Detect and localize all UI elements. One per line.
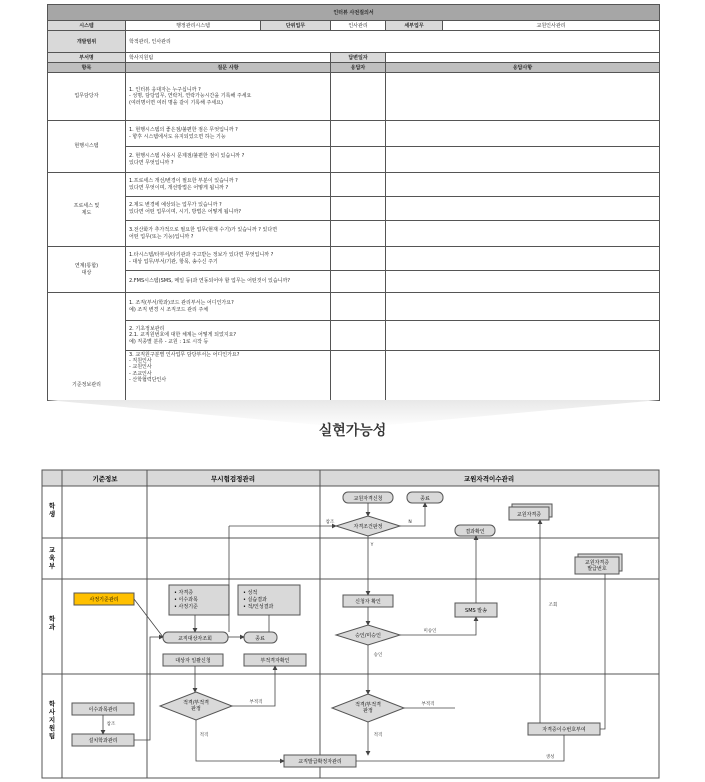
cert-label: 교원자격증 (516, 512, 542, 518)
end-label-2: 종료 (255, 636, 265, 642)
end-label-1: 종료 (420, 496, 430, 502)
answer-cell (386, 73, 660, 121)
item-cell: 연계(통합) 대상 (48, 247, 126, 293)
questionnaire-title: 인터뷰 사전질의서 (48, 5, 660, 21)
edge-label-view: 조회 (548, 603, 558, 608)
responder-cell (331, 321, 386, 351)
edge-label-ref2: 참조 (106, 722, 116, 727)
edge-label-unfit-2: 부적격 (421, 702, 435, 707)
system-label: 시스템 (48, 21, 126, 31)
responder-cell (331, 173, 386, 197)
apply-label: 교원자격신청 (353, 496, 383, 502)
grade-items-label: • 성적 • 실습결과 • 적/인성결과 (243, 590, 274, 610)
course-mgmt-label: 이수과목관리 (88, 707, 118, 713)
question-cell: 2. 기초정보관리 2.1. 교직원번호에 대한 체계는 어떻게 되었지요? 예) 직종별 분류 - 교원 : 1로 시작 등 (126, 321, 331, 351)
responder-cell (331, 247, 386, 271)
dept-mgmt-label: 설치학과관리 (88, 738, 118, 744)
question-cell: 1. 조직(부서/학과)코드 관리부서는 어디인가요? 예) 조직 변경 시 조직코드 관리 주체 (126, 293, 331, 321)
edge-label-create: 생성 (545, 755, 555, 760)
col-basic: 기준정보 (92, 475, 118, 483)
col-responder: 응답자 (331, 63, 386, 73)
question-cell: 1. 현행시스템의 좋은점/불편한 점은 무엇입니까 ? - 향후 시스템에서도 유지되었으면 하는 기능 (126, 121, 331, 147)
item-cell: 업무담당자 (48, 73, 126, 121)
question-cell: 1. 인터뷰 응대자는 누구십니까 ? - 성명, 담당업무, 연락처, 연락가능시간을 기록해 주세요 (여러명이면 여러 명을 같이 기록해 주세요) (126, 73, 331, 121)
check-result-label: 결과확인 (465, 529, 485, 535)
answer-cell (386, 271, 660, 293)
lane-dept: 학 과 (48, 615, 56, 631)
edge-label-unfit-1: 부적격 (249, 700, 263, 705)
lane-student: 학 생 (48, 502, 56, 518)
answer-date-label: 답변일자 (331, 53, 386, 63)
col-teacher: 교원자격이수관리 (463, 475, 515, 483)
answer-cell (386, 221, 660, 247)
target-select-label: 대상자 일괄신청 (175, 658, 211, 664)
scope-value: 학적관리, 인사관리 (126, 31, 660, 53)
lane-ministry: 교 육 부 (48, 546, 56, 570)
unit-task-label: 단위업무 (261, 21, 331, 31)
responder-cell (331, 221, 386, 247)
flowchart-header (42, 470, 659, 486)
col-question: 질문 사항 (126, 63, 331, 73)
target-view-label: 교직대상자조회 (178, 636, 212, 642)
col-exam: 무시험검정관리 (211, 475, 255, 483)
dept-label: 부서명 (48, 53, 126, 63)
edge-label-ref1: 참조 (325, 520, 335, 525)
feasibility-label: 실현가능성 (318, 423, 387, 439)
unfit-check-label: 부적격자확인 (260, 658, 290, 664)
confirm-label: 신청자 확인 (355, 599, 381, 605)
answer-cell (386, 321, 660, 351)
edge-label-fit-2: 적격 (373, 733, 383, 738)
review-mgmt-label: 사정기준관리 (89, 597, 119, 603)
question-cell: 3. 교직원구분별 인사업무 담당부서는 어디인가요? - 직원인사 - 교원인사 - 조교인사 - 산학협력단인사 (126, 351, 331, 401)
edge-label-unapproved: 미승인 (423, 629, 437, 634)
answer-cell (386, 197, 660, 221)
detail-task-label: 세부업무 (386, 21, 443, 31)
system-value: 행정관리시스템 (126, 21, 261, 31)
process-flowchart (0, 466, 705, 782)
review-items-label: • 자격증 • 이수과목 • 사정기준 (174, 590, 198, 610)
col-item: 항목 (48, 63, 126, 73)
cert-issue-label: 교원자격증 발급번호 (584, 560, 610, 572)
fit-judge-label-2: 적격/부적격 판정 (355, 702, 381, 714)
question-cell: 2.FMS시스템(SMS, 메일 등)과 연동되어야 할 업무는 어떤것이 있습니까? (126, 271, 331, 293)
col-answer: 응답사항 (386, 63, 660, 73)
answer-cell (386, 247, 660, 271)
edge-label-approved: 승인 (373, 653, 383, 658)
question-cell: 1.프로세스 개선/변경이 필요한 부분이 있습니까 ? 있다면 무엇이며, 개선방법은 어떻게 됩니까 ? (126, 173, 331, 197)
question-cell: 2.제도 변경에 예상되는 업무가 있습니까 ? 있다면 어떤 업무이며, 시기, 방법은 어떻게 됩니까? (126, 197, 331, 221)
unit-task-value: 인사관리 (331, 21, 386, 31)
responder-cell (331, 121, 386, 147)
approve-label: 승인/미승인 (355, 633, 381, 639)
responder-cell (331, 351, 386, 401)
item-cell: 프로세스 및 제도 (48, 173, 126, 247)
responder-cell (331, 197, 386, 221)
responder-cell (331, 147, 386, 173)
cert-no-label: 자격증이수번호부여 (542, 727, 586, 733)
question-cell: 2. 현행시스템 사용시 문제점/불편한 점이 있습니까 ? 있다면 무엇입니까 ? (126, 147, 331, 173)
item-cell: 기준정보관리 (48, 293, 126, 401)
answer-cell (386, 147, 660, 173)
answer-cell (386, 293, 660, 321)
edge-label-fit-1: 적격 (199, 733, 209, 738)
responder-cell (331, 293, 386, 321)
responder-cell (331, 73, 386, 121)
edge-label-y: Y (370, 543, 374, 548)
scope-label: 개발범위 (48, 31, 126, 53)
question-cell: 3.전산화가 추가적으로 필요한 업무(현재 수기)가 있습니까 ? 있다면 어떤 업무(또는 기능)입니까 ? (126, 221, 331, 247)
sms-label: SMS 발송 (465, 608, 487, 614)
answer-date-value (386, 53, 660, 63)
interview-questionnaire-table (47, 4, 660, 401)
item-cell: 현행시스템 (48, 121, 126, 173)
answer-cell (386, 173, 660, 197)
question-cell: 1.타시스템/타부서/타기관과 주고받는 정보가 있다면 무엇입니까 ? - 대상 업무/부서/기관, 항목, 송수신 주기 (126, 247, 331, 271)
responder-cell (331, 271, 386, 293)
answer-cell (386, 351, 660, 401)
judge-cond-label: 자격조건판정 (353, 524, 383, 530)
answer-cell (386, 121, 660, 147)
detail-task-value: 교원인사관리 (443, 21, 660, 31)
dept-value: 학사지원팀 (126, 53, 331, 63)
fit-judge-label-1: 적격/부적격 판정 (183, 700, 209, 712)
lane-academic: 학 사 지 원 팀 (48, 700, 56, 740)
edge-label-n: N (408, 520, 412, 525)
issue-mgmt-label: 교직발급확정자관리 (298, 759, 342, 765)
